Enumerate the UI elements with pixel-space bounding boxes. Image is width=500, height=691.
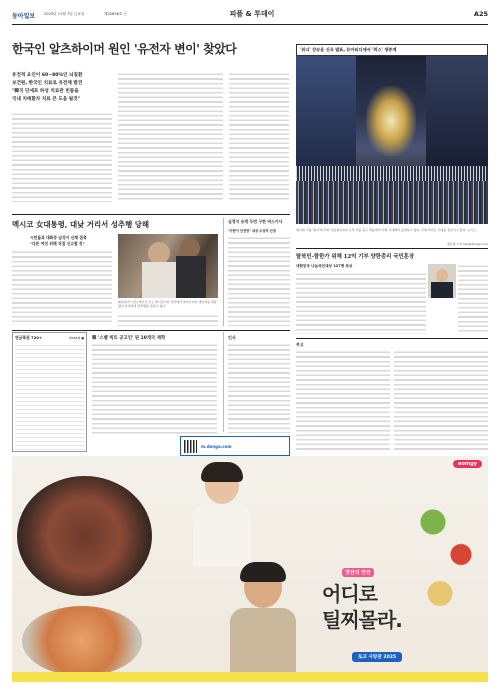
story2-body-2 xyxy=(118,314,218,326)
ad-bottom-strip xyxy=(12,672,488,682)
crossword-issue: 제285회 ● xyxy=(68,335,84,340)
ad-bbq-grill xyxy=(17,476,152,596)
mexico-photo xyxy=(118,234,218,298)
photo-feature-caption: 위너의 그룹 '위너'의 리더 강승윤이 6일 오후 서울 중구 명동에서 야외 무대에서 공연하고 있다. 무대 라이브 무대를 선보이고 있다. 뉴시스 xyxy=(296,228,477,232)
story4-body xyxy=(296,272,426,334)
ad-brand-logo: eomgy xyxy=(453,460,482,468)
deck-line: 보건원, 한국인 치료로 유전체 발견 xyxy=(12,81,83,86)
crossword-grid xyxy=(15,342,85,450)
date-line: 2025년 11월 7일 금요일 xyxy=(44,12,85,16)
story2-photo-caption: 4일(현지 시간) 멕시코 수도 멕시코시티 거리에서 클라우디아 셰인바움 대통령이 남성에게 성추행을 당하고 있다. xyxy=(118,300,217,309)
booth-body xyxy=(92,343,217,435)
story4-subtitle: 대한민국 나눔국민대상 127명 포상 xyxy=(296,264,353,268)
concert-photo xyxy=(296,56,488,224)
people-label: 인사 xyxy=(228,335,236,340)
crossword-title: 연금복권 720+ xyxy=(15,335,43,340)
obituary-label: 부고 xyxy=(296,342,304,347)
story2-body xyxy=(12,250,112,322)
story3-body xyxy=(228,236,290,326)
ad-figure-2 xyxy=(222,566,302,682)
qr-promo[interactable] xyxy=(180,436,290,456)
main-body-col2 xyxy=(118,72,223,202)
section-title: 피플 & 투데이 xyxy=(229,10,275,18)
advertisement[interactable] xyxy=(12,456,488,682)
story2-headline: 멕시코 女대통령, 대낮 거리서 성추행 당해 xyxy=(12,220,150,229)
ad-food-plate xyxy=(22,606,142,676)
obituary-body-col2 xyxy=(394,350,488,450)
ad-headline-2: 틸찌몰라. xyxy=(322,608,402,632)
ad-figure-1 xyxy=(187,466,257,566)
deck-line: "다른 여성 위해 직접 신고할 것" xyxy=(30,241,85,246)
qr-code-icon xyxy=(184,440,197,453)
ad-slogan-small: 맛잔의 안잔 xyxy=(342,568,374,577)
page-number: A25 xyxy=(473,10,488,18)
deck-line: 시민들과 대화중 남성이 신체 접촉 xyxy=(30,235,87,240)
booth-headline: 韓 '스벨 빅트 공고인' 된 10개국 재학 xyxy=(92,336,166,341)
story4-headline: 탈북민-함한가 위해 12억 기부 양한총리 국민훈장 xyxy=(296,254,415,260)
ad-headline-1: 어디로 xyxy=(322,582,377,606)
donor-portrait xyxy=(428,264,456,298)
story4-body-right xyxy=(458,264,488,334)
photo-feature-title: '위너' 강승윤 신곡 발표, 뮤아티디에서 '럭스' 생중계 xyxy=(296,44,488,56)
edition: 제32656호 ⓐ xyxy=(104,12,128,16)
ad-side-dishes xyxy=(412,496,482,626)
crossword-box xyxy=(12,332,87,452)
obituary-body-col1 xyxy=(296,350,390,450)
qr-promo-label[interactable]: m.donga.com xyxy=(201,444,232,449)
main-body-col3 xyxy=(229,72,289,202)
photo-feature-credit: 정은혜 기자 lilly@donga.com xyxy=(446,242,488,246)
main-body-col1 xyxy=(12,112,112,202)
ad-sub-banner: 토크 사랑관 2025 xyxy=(352,652,402,662)
main-headline: 한국인 알츠하이머 원인 '유전자 변이' 찾았다 xyxy=(12,42,237,56)
story3-deck: "사람이 안전망" 대상 수상자 선정 xyxy=(228,229,276,233)
masthead xyxy=(12,8,488,24)
people-body xyxy=(228,343,290,433)
paper-name: 동아일보 xyxy=(12,13,36,20)
deck-line: 유전적 요인이 60~80%인 뇌질환 xyxy=(12,73,83,78)
story3-headline: 심정지 승객 두번 구한 버스기사 xyxy=(228,219,283,224)
deck-line: "韓국 단세포 하성 치료관 빈틈을 xyxy=(12,89,79,94)
deck-line: 국내 치매환자 치료 큰 도움 될것" xyxy=(12,97,81,102)
